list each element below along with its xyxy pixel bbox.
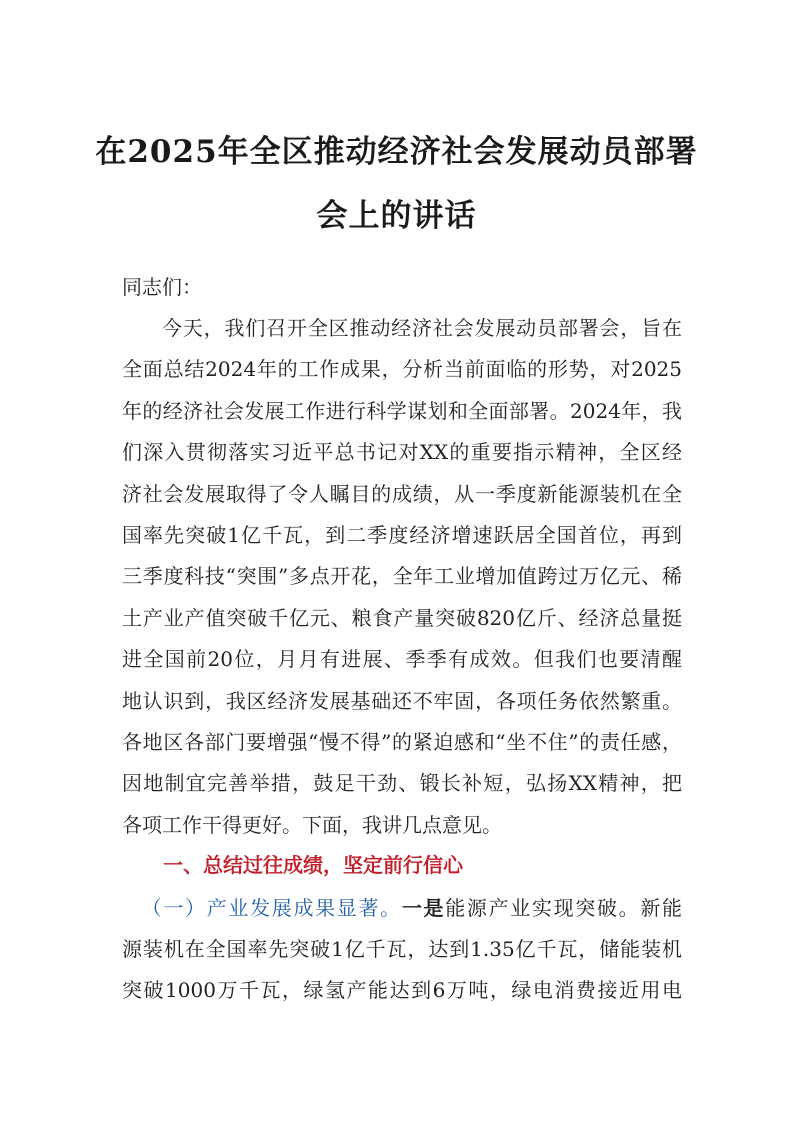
paragraph-line: 进全国前20位，月月有进展、季季有成效。但我们也要清醒	[122, 647, 682, 672]
paragraph-line: 土产业产值突破千亿元、粮食产量突破820亿斤、经济总量挺	[122, 605, 682, 630]
subsection-1-label: （一）产业发展成果显著。	[140, 896, 402, 920]
bold-lead-text: 一是	[401, 896, 446, 920]
paragraph-line: 今天，我们召开全区推动经济社会发展动员部署会，旨在	[162, 316, 682, 340]
document-title-line-2: 会上的讲话	[316, 198, 477, 234]
paragraph-line: 因地制宜完善举措，鼓足干劲、锻长补短，弘扬XX精神，把	[122, 771, 682, 796]
section-1-heading: 一、总结过往成绩，坚定前行信心	[163, 853, 463, 877]
paragraph-line: 三季度科技“突围”多点开花，全年工业增加值跨过万亿元、稀	[122, 564, 682, 589]
salutation: 同志们：	[122, 275, 202, 299]
paragraph-line: 各项工作干得更好。下面，我讲几点意见。	[122, 812, 502, 837]
paragraph-line	[122, 893, 682, 923]
paragraph-line: 济社会发展取得了令人瞩目的成绩，从一季度新能源装机在全	[122, 481, 682, 506]
paragraph-line: 国率先突破1亿千瓦，到二季度经济增速跃居全国首位，再到	[122, 523, 682, 547]
paragraph-line: 们深入贯彻落实习近平总书记对XX的重要指示精神，全区经	[122, 440, 682, 465]
paragraph-line: 各地区各部门要增强“慢不得”的紧迫感和“坐不住”的责任感，	[122, 730, 682, 754]
paragraph-line: 突破1000万千瓦，绿氢产能达到6万吨，绿电消费接近用电	[122, 978, 682, 1002]
paragraph-line: 年的经济社会发展工作进行科学谋划和全面部署。2024年，我	[122, 398, 682, 423]
paragraph-line: 地认识到，我区经济发展基础还不牢固，各项任务依然繁重。	[122, 688, 682, 713]
document-title-line-1: 在2025年全区推动经济社会发展动员部署	[95, 134, 698, 170]
paragraph-line: 全面总结2024年的工作成果，分析当前面临的形势，对2025	[122, 357, 682, 382]
line-text: 能源产业实现突破。新能	[445, 896, 683, 920]
paragraph-line: 源装机在全国率先突破1亿千瓦，达到1.35亿千瓦，储能装机	[122, 937, 682, 961]
